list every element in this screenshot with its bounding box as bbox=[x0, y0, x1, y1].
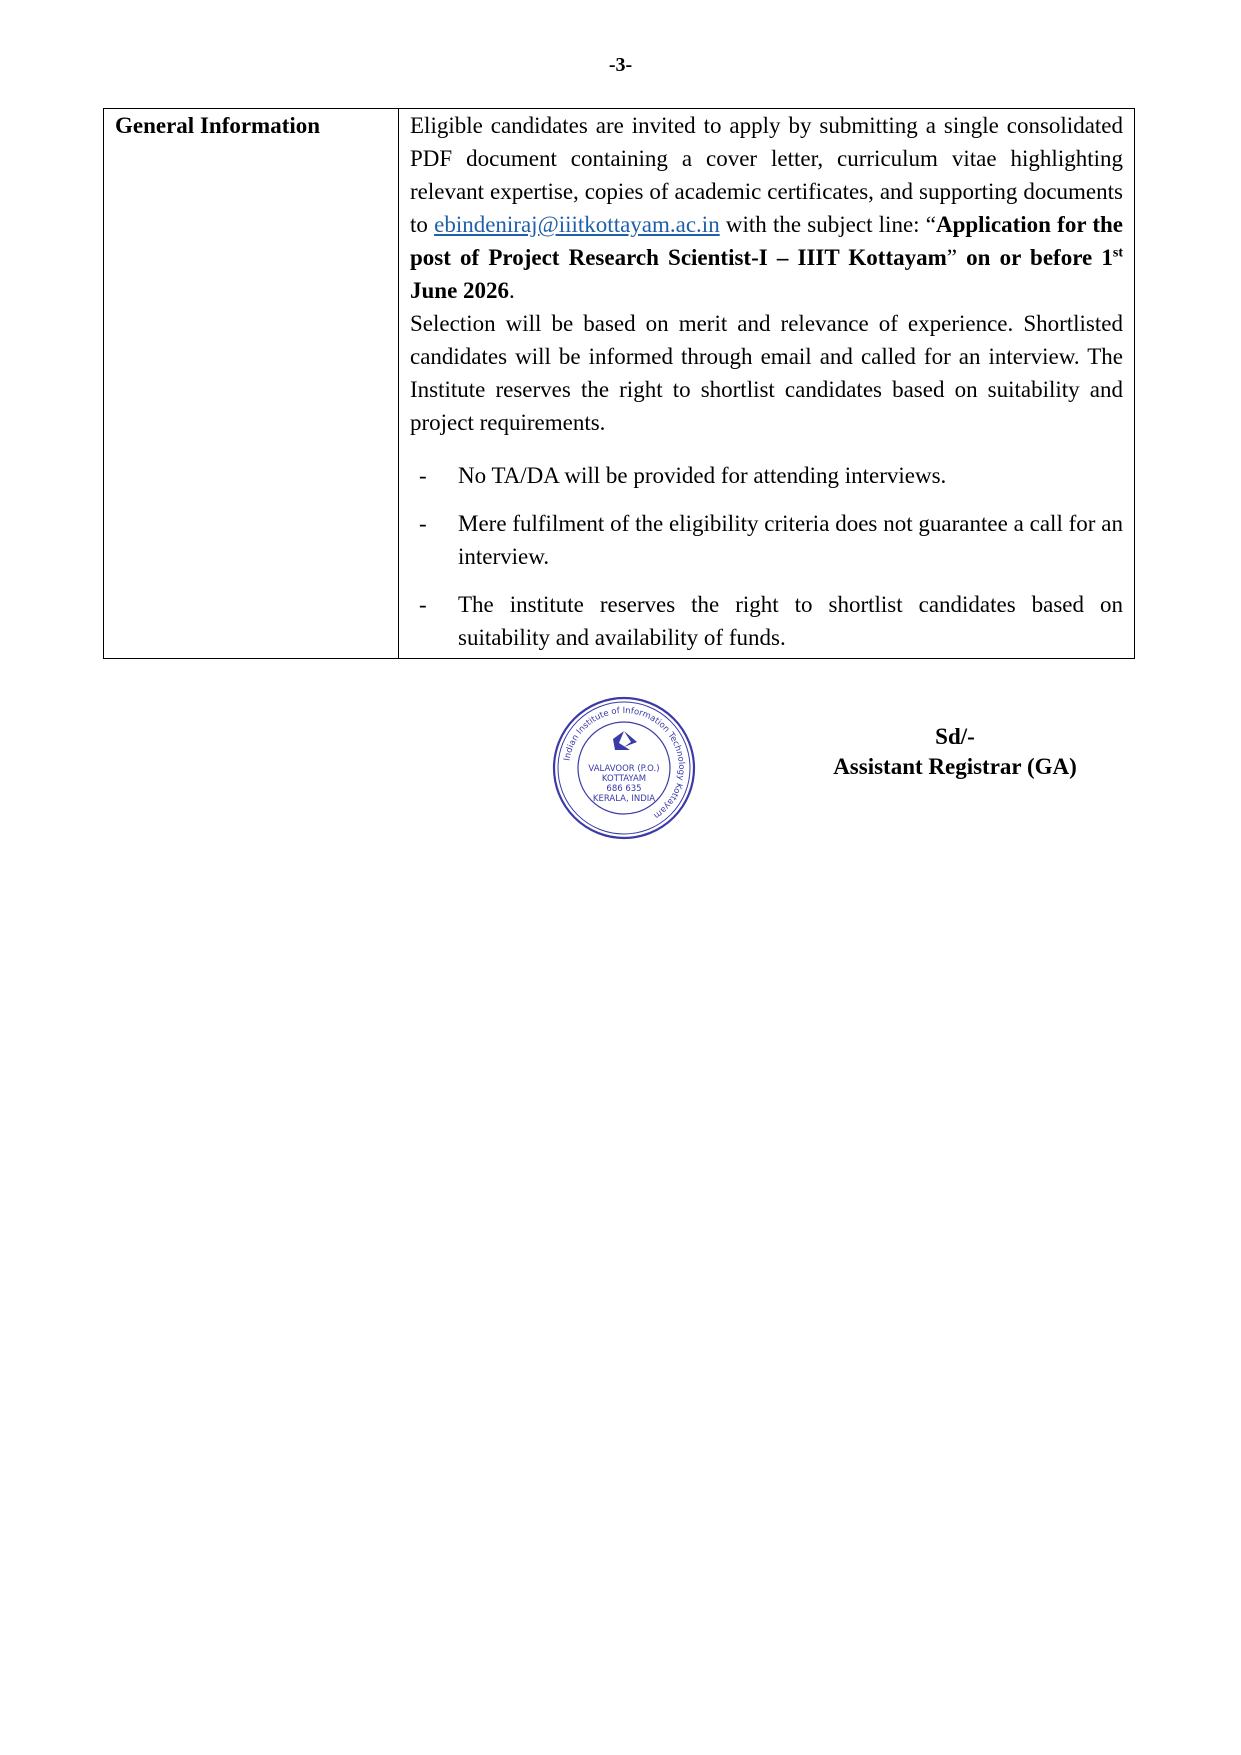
seal-line-4: KERALA, INDIA bbox=[592, 794, 656, 804]
dash-bullet: - bbox=[419, 592, 427, 617]
general-information-label: General Information bbox=[104, 109, 399, 659]
selection-paragraph: Selection will be based on merit and relevance of experience. Shortlisted candidates will be informed through email and called for an interview. The Institute reserves the right to shortlist candidates based on suitability and project requirements. bbox=[410, 311, 1123, 435]
dash-bullet: - bbox=[419, 463, 427, 488]
list-item bbox=[410, 459, 1123, 492]
deadline-ordinal: st bbox=[1112, 245, 1123, 261]
subject-close-quote: ” bbox=[946, 245, 958, 270]
general-information-table bbox=[103, 108, 1135, 659]
application-text: Eligible candidates are invited to apply by submitting a single consolidated PDF document containing a cover letter, curriculum vitae highlighting relevant expertise, copies of academic certificates, and supporting documents to bbox=[410, 113, 1123, 237]
seal-line-3: 686 635 bbox=[606, 784, 642, 794]
seal-line-1: VALAVOOR (P.O.) bbox=[588, 764, 660, 774]
email-link[interactable]: ebindeniraj@iiitkottayam.ac.in bbox=[434, 212, 720, 237]
dash-bullet: - bbox=[419, 511, 427, 536]
deadline-suffix: June 2026 bbox=[410, 278, 510, 303]
paragraph-end: . bbox=[509, 278, 515, 303]
signature-title: Assistant Registrar (GA) bbox=[833, 754, 1077, 779]
list-item bbox=[410, 588, 1123, 654]
seal-logo-icon bbox=[613, 731, 637, 750]
signature-sd: Sd/- bbox=[935, 724, 975, 749]
page-number: -3- bbox=[608, 54, 633, 76]
note-text: No TA/DA will be provided for attending interviews. bbox=[458, 463, 947, 488]
deadline-prefix: on or before 1 bbox=[957, 245, 1113, 270]
signature-block bbox=[790, 722, 1120, 782]
note-text: The institute reserves the right to shortlist candidates based on suitability and availability of funds. bbox=[458, 592, 1123, 650]
subject-intro: with the subject line: “ bbox=[719, 212, 936, 237]
subject-line: Application for the post of Project Research Scientist-I – IIIT Kottayam bbox=[410, 212, 1123, 270]
list-item bbox=[410, 507, 1123, 573]
note-text: Mere fulfilment of the eligibility criteria does not guarantee a call for an interview. bbox=[458, 511, 1123, 569]
seal-ring-text: Indian Institute of Information Technology Kottayam bbox=[562, 705, 687, 821]
application-paragraph bbox=[410, 109, 1123, 307]
institute-seal bbox=[551, 695, 697, 841]
general-information-content bbox=[399, 109, 1135, 659]
table-row bbox=[104, 109, 1135, 659]
notes-list bbox=[410, 459, 1123, 654]
seal-line-2: KOTTAYAM bbox=[601, 774, 647, 784]
